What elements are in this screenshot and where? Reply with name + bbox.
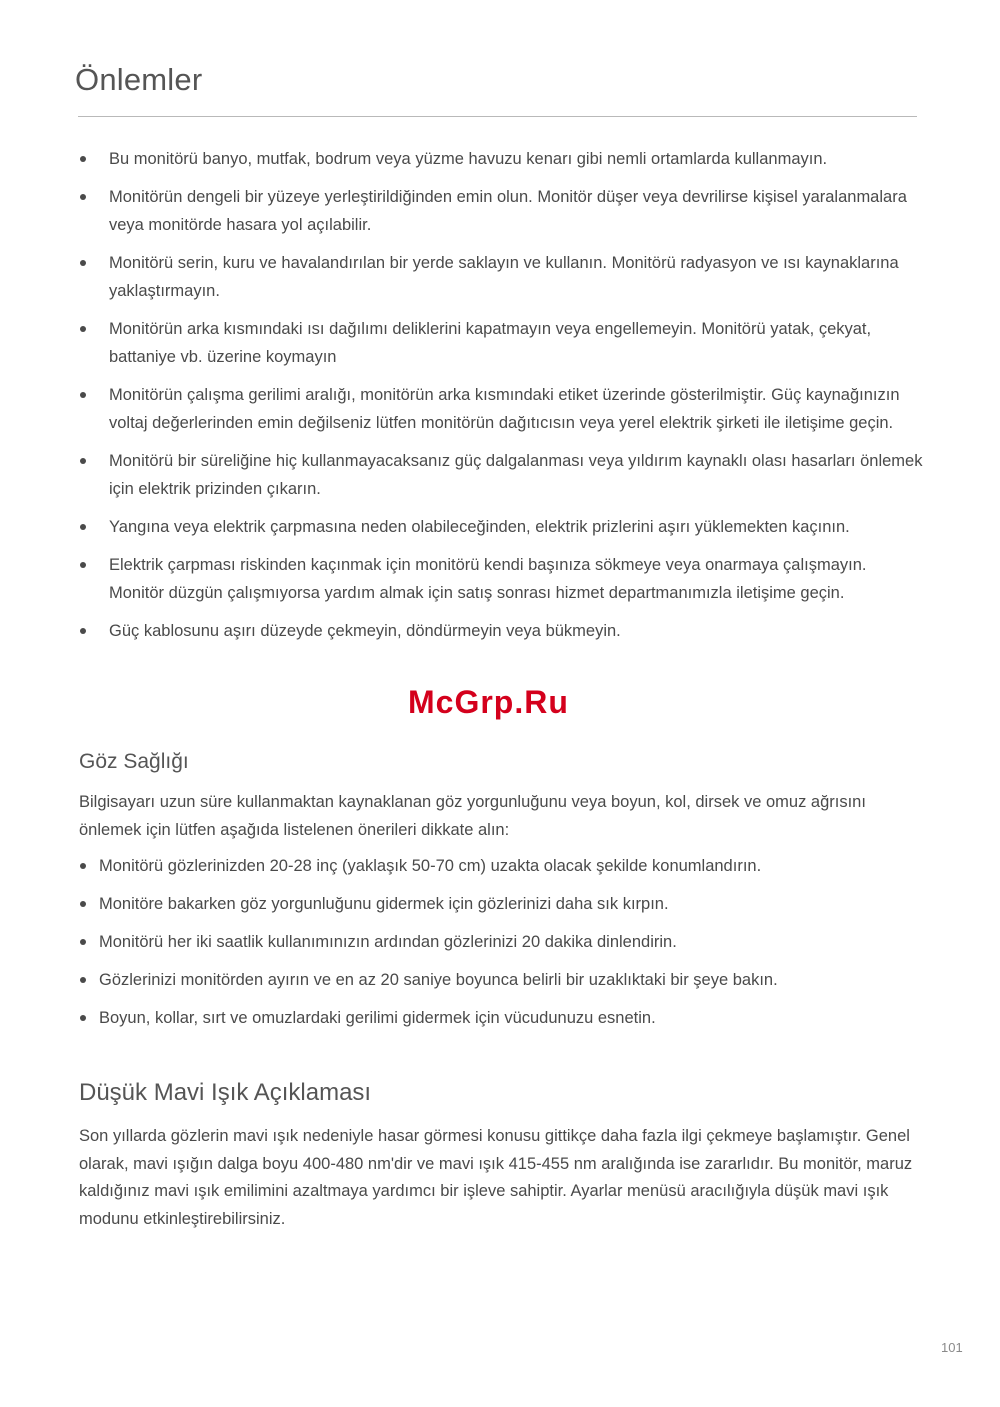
bullet-icon	[80, 628, 86, 634]
eye-tip-item	[79, 1004, 924, 1032]
precaution-text: Yangına veya elektrik çarpmasına neden olabileceğinden, elektrik prizlerini aşırı yüklemekten kaçının.	[109, 518, 850, 536]
bullet-icon	[80, 458, 86, 464]
precaution-text: Güç kablosunu aşırı düzeyde çekmeyin, döndürmeyin veya bükmeyin.	[109, 622, 621, 640]
bullet-icon	[80, 326, 86, 332]
page-number: 101	[941, 1340, 963, 1355]
bullet-icon	[80, 901, 86, 907]
precaution-text: Monitörün dengeli bir yüzeye yerleştirildiğinden emin olun. Monitör düşer veya devrilirse kişisel yaralanmalara veya monitörde hasara yol açılabilir.	[109, 188, 907, 234]
precaution-text: Elektrik çarpması riskinden kaçınmak için monitörü kendi başınıza sökmeye veya onarmaya çalışmayın. Monitör düzgün çalışmıyorsa yardım almak için satış sonrası hizmet departmanımızla iletişime geçin.	[109, 556, 867, 602]
precaution-text: Monitörü serin, kuru ve havalandırılan bir yerde saklayın ve kullanın. Monitörü radyasyon ve ısı kaynaklarına yaklaştırmayın.	[109, 254, 899, 300]
eye-health-heading: Göz Sağlığı	[79, 750, 189, 773]
eye-health-intro: Bilgisayarı uzun süre kullanmaktan kaynaklanan göz yorgunluğunu veya boyun, kol, dirsek ve omuz ağrısını önlemek için lütfen aşağıda listelenen önerileri dikkate alın:	[79, 793, 866, 839]
eye-tip-item	[79, 890, 924, 918]
bullet-icon	[80, 524, 86, 530]
precaution-item	[78, 183, 923, 239]
eye-tip-item	[79, 928, 924, 956]
precaution-text: Monitörü bir süreliğine hiç kullanmayacaksanız güç dalgalanması veya yıldırım kaynaklı olası hasarları önlemek için elektrik prizinden çıkarın.	[109, 452, 923, 498]
bullet-icon	[80, 392, 86, 398]
eye-tip-item	[79, 966, 924, 994]
title-divider	[78, 116, 917, 117]
precaution-text: Bu monitörü banyo, mutfak, bodrum veya yüzme havuzu kenarı gibi nemli ortamlarda kullanmayın.	[109, 150, 828, 168]
bullet-icon	[80, 156, 86, 162]
eye-tip-text: Monitörü gözlerinizden 20-28 inç (yaklaşık 50-70 cm) uzakta olacak şekilde konumlandırın.	[99, 857, 762, 875]
bullet-icon	[80, 562, 86, 568]
bullet-icon	[80, 977, 86, 983]
bullet-icon	[80, 1015, 86, 1021]
precaution-item	[78, 551, 923, 607]
low-blue-light-paragraph: Son yıllarda gözlerin mavi ışık nedeniyle hasar görmesi konusu gittikçe daha fazla ilgi çekmeye başlamıştır. Genel olarak, mavi ışığın dalga boyu 400-480 nm'dir ve mavi ışık 415-455 nm aralığında ise zararlıdır. Bu monitör, maruz kaldığınız mavi ışık emilimini azaltmaya yardımcı bir işleve sahiptir. Ayarlar menüsü aracılığıyla düşük mavi ışık modunu etkinleştirebilirsiniz.	[79, 1127, 913, 1228]
eye-tip-text: Boyun, kollar, sırt ve omuzlardaki gerilimi gidermek için vücudunuzu esnetin.	[99, 1009, 656, 1027]
eye-health-tips-list	[79, 852, 924, 1042]
precaution-item	[78, 617, 923, 645]
bullet-icon	[80, 863, 86, 869]
eye-tip-text: Gözlerinizi monitörden ayırın ve en az 20 saniye boyunca belirli bir uzaklıktaki bir şeye bakın.	[99, 971, 778, 989]
precaution-item	[78, 513, 923, 541]
eye-tip-item	[79, 852, 924, 880]
page-title: Önlemler	[75, 62, 203, 97]
bullet-icon	[80, 194, 86, 200]
precaution-item	[78, 145, 923, 173]
precaution-item	[78, 315, 923, 371]
precaution-item	[78, 249, 923, 305]
precaution-text: Monitörün çalışma gerilimi aralığı, monitörün arka kısmındaki etiket üzerinde gösterilmiştir. Güç kaynağınızın voltaj değerlerinden emin değilseniz lütfen monitörün dağıtıcısın veya yerel elektrik şirketi ile iletişime geçin.	[109, 386, 900, 432]
precaution-item	[78, 381, 923, 437]
precautions-list	[78, 145, 923, 655]
watermark: McGrp.Ru	[408, 684, 569, 720]
low-blue-light-heading: Düşük Mavi Işık Açıklaması	[79, 1079, 372, 1106]
precaution-item	[78, 447, 923, 503]
bullet-icon	[80, 939, 86, 945]
precaution-text: Monitörün arka kısmındaki ısı dağılımı deliklerini kapatmayın veya engellemeyin. Monitörü yatak, çekyat, battaniye vb. üzerine koymayın	[109, 320, 872, 366]
eye-tip-text: Monitörü her iki saatlik kullanımınızın ardından gözlerinizi 20 dakika dinlendirin.	[99, 933, 677, 951]
eye-tip-text: Monitöre bakarken göz yorgunluğunu gidermek için gözlerinizi daha sık kırpın.	[99, 895, 669, 913]
bullet-icon	[80, 260, 86, 266]
